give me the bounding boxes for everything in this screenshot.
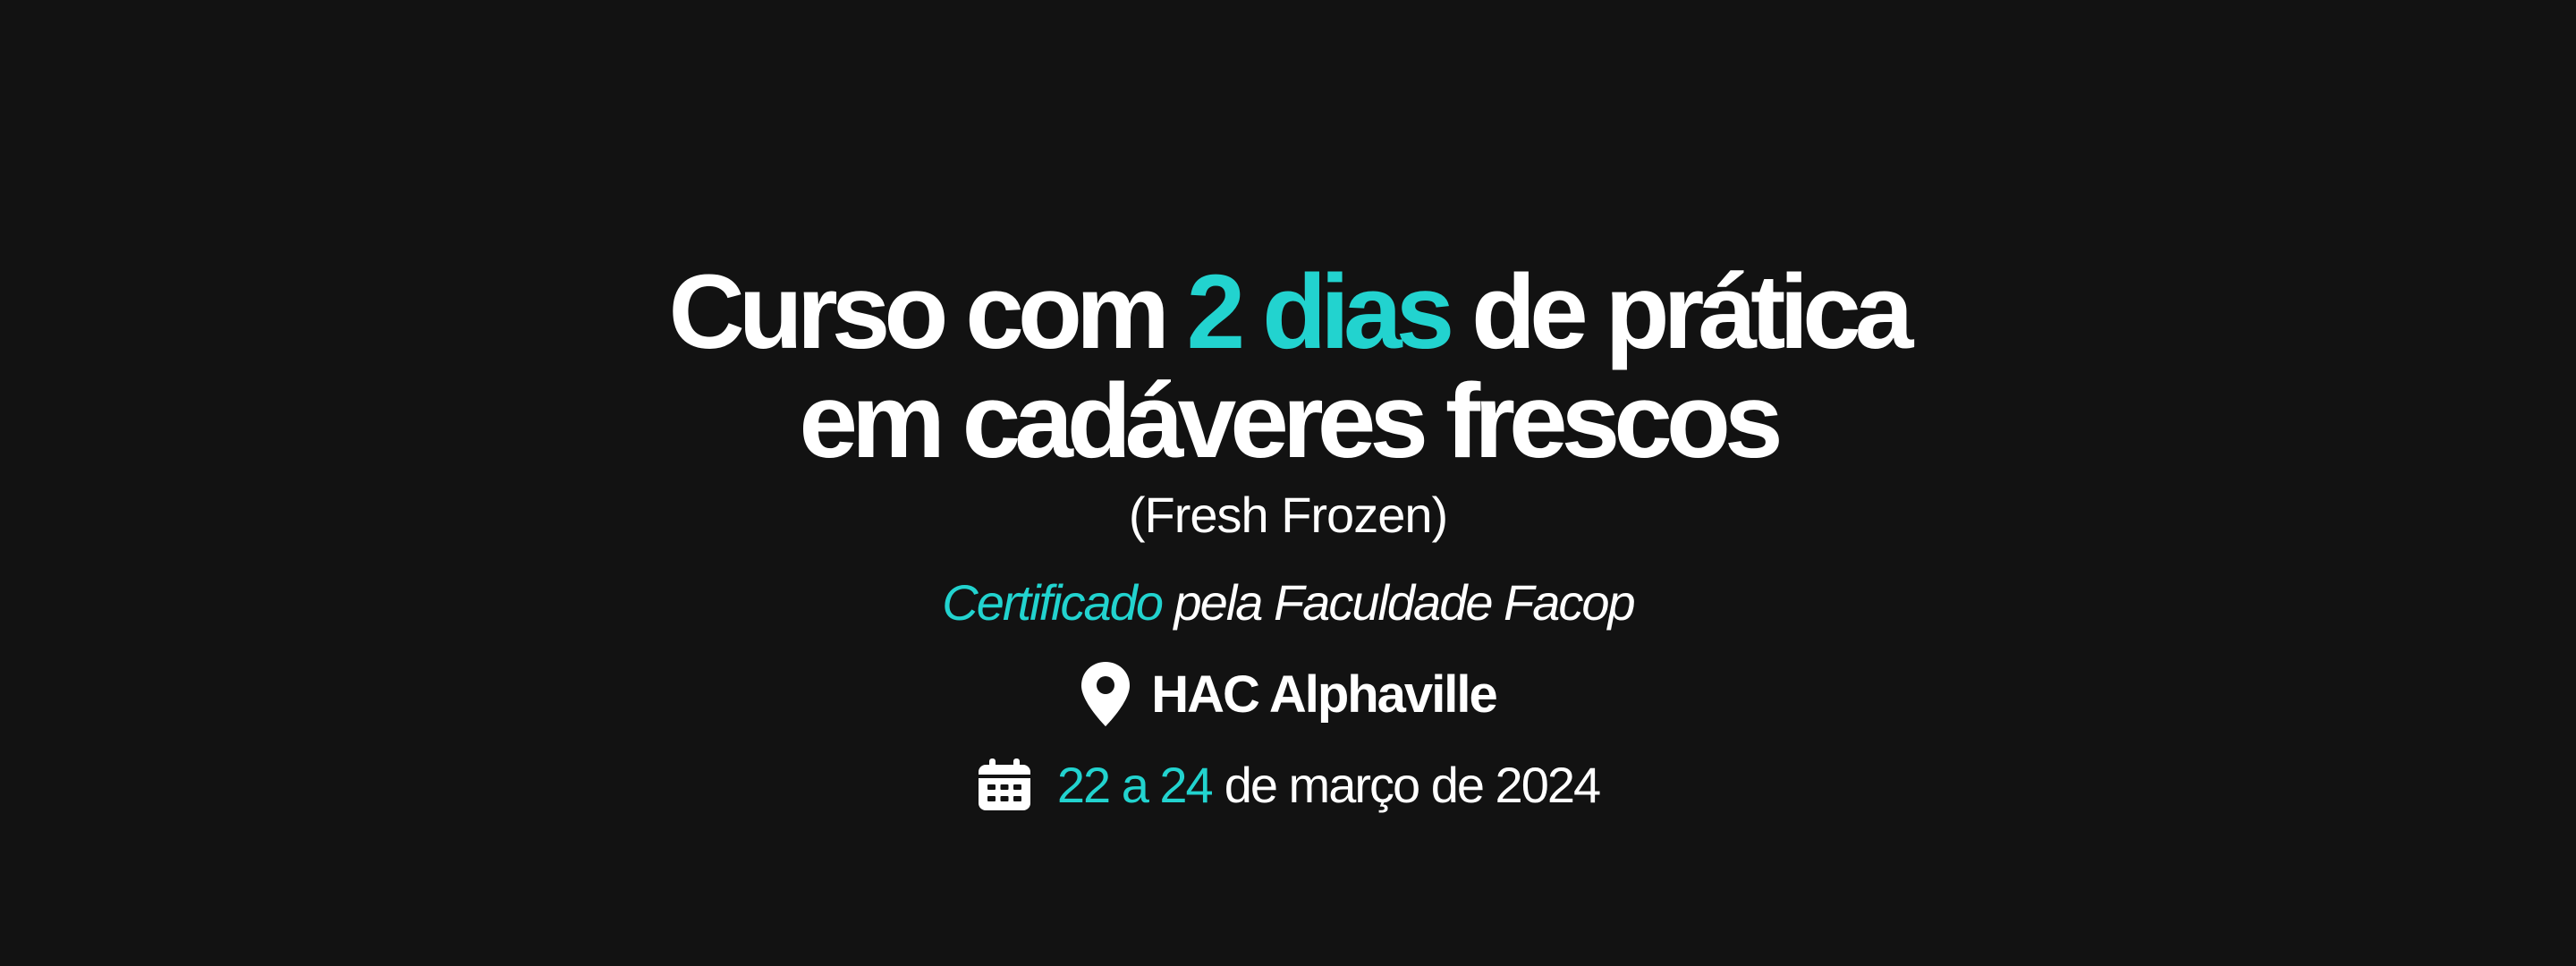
certification-highlight: Certificado <box>942 574 1162 631</box>
certification-text: pela Faculdade Facop <box>1161 574 1634 631</box>
location-label: HAC Alphaville <box>1151 665 1496 724</box>
certification-line <box>0 573 2576 631</box>
date-row <box>0 752 2576 817</box>
map-pin-icon <box>1080 660 1131 728</box>
date-text: de março de 2024 <box>1224 756 1600 813</box>
location-row <box>0 657 2576 731</box>
headline-line-2: em cadáveres frescos <box>799 362 1777 480</box>
date-highlight: 22 a 24 <box>1056 756 1212 813</box>
headline-text-start: Curso com <box>668 253 1187 371</box>
calendar-icon <box>977 757 1032 812</box>
subtitle: (Fresh Frozen) <box>1128 487 1448 543</box>
headline-text-end: de prática <box>1448 253 1908 371</box>
headline-line-1 <box>0 253 2576 371</box>
headline-highlight: 2 dias <box>1186 253 1449 371</box>
